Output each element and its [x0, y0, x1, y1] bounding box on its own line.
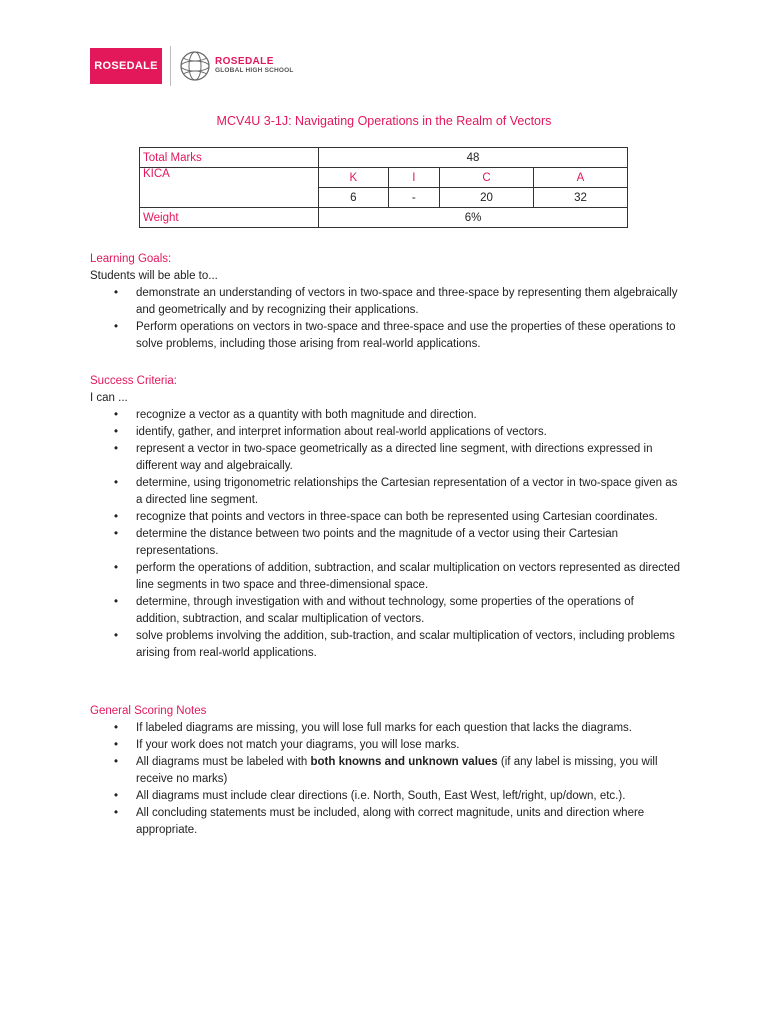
kica-category-c: C	[440, 168, 534, 188]
list-item-text: recognize that points and vectors in three-space can both be represented using Cartesian coordinates.	[136, 511, 658, 523]
list-item-text: demonstrate an understanding of vectors in two-space and three-space by representing them algebraically and geometrically and by recognizing their applications.	[136, 287, 678, 316]
kica-value-c: 20	[440, 188, 534, 208]
list-item	[90, 424, 680, 441]
list-item	[90, 319, 680, 353]
bullet-icon: •	[114, 596, 119, 608]
kica-value-a: 32	[534, 188, 628, 208]
weight-value: 6%	[319, 208, 628, 228]
scoring-notes-list	[90, 720, 680, 839]
scoring-notes-heading: General Scoring Notes	[90, 705, 207, 717]
success-criteria-intro: I can ...	[90, 392, 128, 404]
marks-table	[139, 147, 628, 228]
list-item-text: All diagrams must include clear directions (i.e. North, South, East West, left/right, up/down, etc.).	[136, 790, 626, 802]
kica-category-k: K	[319, 168, 389, 188]
bullet-icon: •	[114, 321, 119, 333]
list-item	[90, 526, 680, 560]
weight-row	[140, 208, 628, 228]
school-name-sub: GLOBAL HIGH SCHOOL	[215, 67, 294, 75]
kica-value-i: -	[388, 188, 439, 208]
learning-goals-intro: Students will be able to...	[90, 270, 218, 282]
list-item-text: determine, through investigation with and without technology, some properties of the operations of addition, subtraction, and scalar multiplication of vectors.	[136, 596, 634, 625]
label-note-after: (if any label is missing, you will receive no marks)	[136, 756, 658, 785]
list-item	[90, 285, 680, 319]
list-item	[90, 441, 680, 475]
kica-category-a: A	[534, 168, 628, 188]
list-item	[90, 805, 680, 839]
school-name-main: ROSEDALE	[215, 56, 274, 68]
list-item	[90, 754, 680, 788]
success-criteria-heading: Success Criteria:	[90, 375, 177, 387]
bullet-icon: •	[114, 409, 119, 421]
bullet-icon: •	[114, 562, 119, 574]
bullet-icon: •	[114, 722, 119, 734]
success-criteria-section	[90, 373, 680, 662]
learning-goals-section	[90, 251, 680, 353]
bullet-icon: •	[114, 807, 119, 819]
label-note-before: All diagrams must be labeled with	[136, 756, 311, 768]
list-item-text: solve problems involving the addition, sub-traction, and scalar multiplication of vectors, including problems arising from real-world applications.	[136, 630, 675, 659]
learning-goals-heading: Learning Goals:	[90, 253, 172, 265]
scoring-notes-section	[90, 703, 680, 839]
bullet-icon: •	[114, 477, 119, 489]
list-item	[90, 628, 680, 662]
kica-row	[140, 168, 628, 188]
weight-label: Weight	[140, 208, 319, 228]
list-item-text: If labeled diagrams are missing, you will lose full marks for each question that lacks the diagrams.	[136, 722, 633, 734]
list-item-text: determine, using trigonometric relationships the Cartesian representation of a vector in two-space given as a directed line segment.	[136, 477, 678, 506]
list-item-text: recognize a vector as a quantity with both magnitude and direction.	[136, 409, 477, 421]
list-item	[90, 788, 680, 805]
bullet-icon: •	[114, 790, 119, 802]
list-item-text: identify, gather, and interpret information about real-world applications of vectors.	[136, 426, 547, 438]
total-marks-label: Total Marks	[140, 148, 319, 168]
bullet-icon: •	[114, 739, 119, 751]
logo-divider	[170, 46, 171, 86]
bullet-icon: •	[114, 443, 119, 455]
bullet-icon: •	[114, 287, 119, 299]
bullet-icon: •	[114, 511, 119, 523]
school-name	[215, 57, 294, 75]
list-item	[90, 407, 680, 424]
total-marks-row	[140, 148, 628, 168]
list-item-text: represent a vector in two-space geometrically as a directed line segment, with directions expressed in different way and algebraically.	[136, 443, 653, 472]
assignment-title: MCV4U 3-1J: Navigating Operations in the Realm of Vectors	[216, 114, 552, 128]
globe-logo-icon	[178, 49, 212, 83]
learning-goals-list	[90, 285, 680, 353]
bullet-icon: •	[114, 528, 119, 540]
list-item-text: All concluding statements must be included, along with correct magnitude, units and direction where appropriate.	[136, 807, 645, 836]
list-item-text: If your work does not match your diagrams, you will lose marks.	[136, 739, 460, 751]
success-criteria-list	[90, 407, 680, 662]
list-item	[90, 594, 680, 628]
list-item	[90, 475, 680, 509]
kica-label: KICA	[140, 168, 319, 208]
list-item	[90, 720, 680, 737]
list-item-text: perform the operations of addition, subtraction, and scalar multiplication on vectors represented as directed line segments in two space and three-dimensional space.	[136, 562, 680, 591]
rosedale-logo-box: ROSEDALE	[90, 48, 162, 84]
total-marks-value: 48	[319, 148, 628, 168]
bullet-icon: •	[114, 426, 119, 438]
kica-category-i: I	[388, 168, 439, 188]
kica-value-k: 6	[319, 188, 389, 208]
school-header	[90, 46, 294, 86]
list-item	[90, 509, 680, 526]
list-item	[90, 737, 680, 754]
bullet-icon: •	[114, 630, 119, 642]
list-item	[90, 560, 680, 594]
list-item-text: determine the distance between two points and the magnitude of a vector using their Cartesian representations.	[136, 528, 619, 557]
label-note-bold: both knowns and unknown values	[310, 756, 498, 768]
list-item-text: Perform operations on vectors in two-space and three-space and use the properties of these operations to solve problems, including those arising from real-world applications.	[136, 321, 676, 350]
bullet-icon: •	[114, 756, 119, 768]
